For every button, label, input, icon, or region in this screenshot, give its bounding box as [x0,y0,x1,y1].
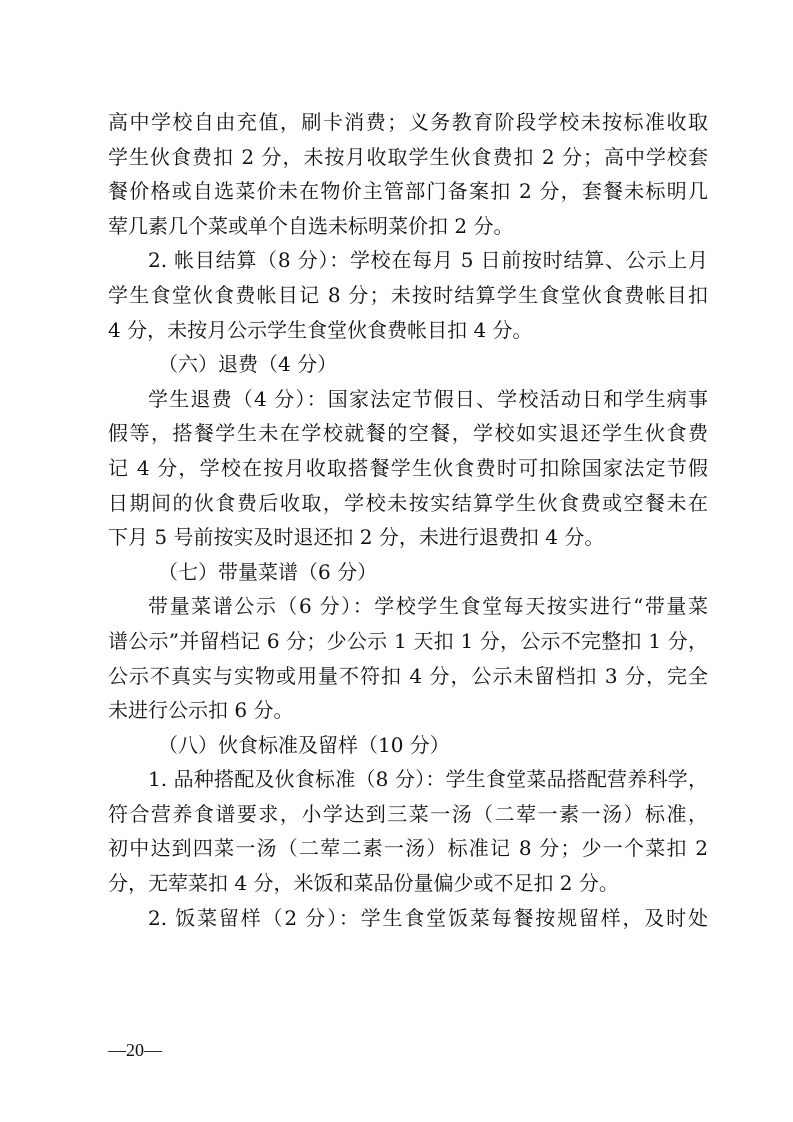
text-line: 学生退费（4 分）：国家法定节假日、学校活动日和学生病事 [148,386,708,411]
text-line: 高中学校自由充值，刷卡消费；义务教育阶段学校未按标准收取 [108,110,708,134]
text-line: 学生伙食费扣 2 分，未按月收取学生伙食费扣 2 分；高中学校套 [108,144,708,169]
section-heading: （八）伙食标准及留样（10 分） [158,732,450,757]
text-line: 1. 品种搭配及伙食标准（8 分）：学生食堂菜品搭配营养科学， [148,767,708,792]
text-line: 谱公示”并留档记 6 分；少公示 1 天扣 1 分，公示不完整扣 1 分， [108,628,708,653]
text-line: 4 分，未按月公示学生食堂伙食费帐目扣 4 分。 [108,317,533,342]
text-line: 学生食堂伙食费帐目记 8 分；未按时结算学生食堂伙食费帐目扣 [108,282,708,307]
text-line: 2. 帐目结算（8 分）：学校在每月 5 日前按时结算、公示上月 [148,248,708,273]
text-line: 假等，搭餐学生未在学校就餐的空餐，学校如实退还学生伙食费 [108,421,708,446]
section-heading: （七）带量菜谱（6 分） [158,559,378,584]
text-line: 符合营养食谱要求，小学达到三菜一汤（二荤一素一汤）标准， [108,801,708,826]
text-line: 未进行公示扣 6 分。 [108,698,294,723]
text-line: 记 4 分，学校在按月收取搭餐学生伙食费时可扣除国家法定节假 [108,455,708,480]
text-line: 荤几素几个菜或单个自选未标明菜价扣 2 分。 [108,213,514,238]
text-line: 分，无荤菜扣 4 分，米饭和菜品份量偏少或不足扣 2 分。 [108,871,619,896]
text-line: 公示不真实与实物或用量不符扣 4 分，公示未留档扣 3 分，完全 [108,663,708,688]
text-line: 日期间的伙食费后收取，学校未按实结算学生伙食费或空餐未在 [108,490,708,515]
text-line: 下月 5 号前按实及时退还扣 2 分，未进行退费扣 4 分。 [108,525,605,550]
text-line: 餐价格或自选菜价未在物价主管部门备案扣 2 分，套餐未标明几 [108,179,708,204]
text-line: 2. 饭菜留样（2 分）：学生食堂饭菜每餐按规留样，及时处 [148,905,708,930]
page-number: —20— [108,1040,162,1060]
text-line: 初中达到四菜一汤（二荤二素一汤）标准记 8 分；少一个菜扣 2 [108,836,708,861]
text-line: 带量菜谱公示（6 分）：学校学生食堂每天按实进行“带量菜 [148,594,708,619]
document-body [108,105,708,935]
section-heading: （六）退费（4 分） [158,352,338,377]
